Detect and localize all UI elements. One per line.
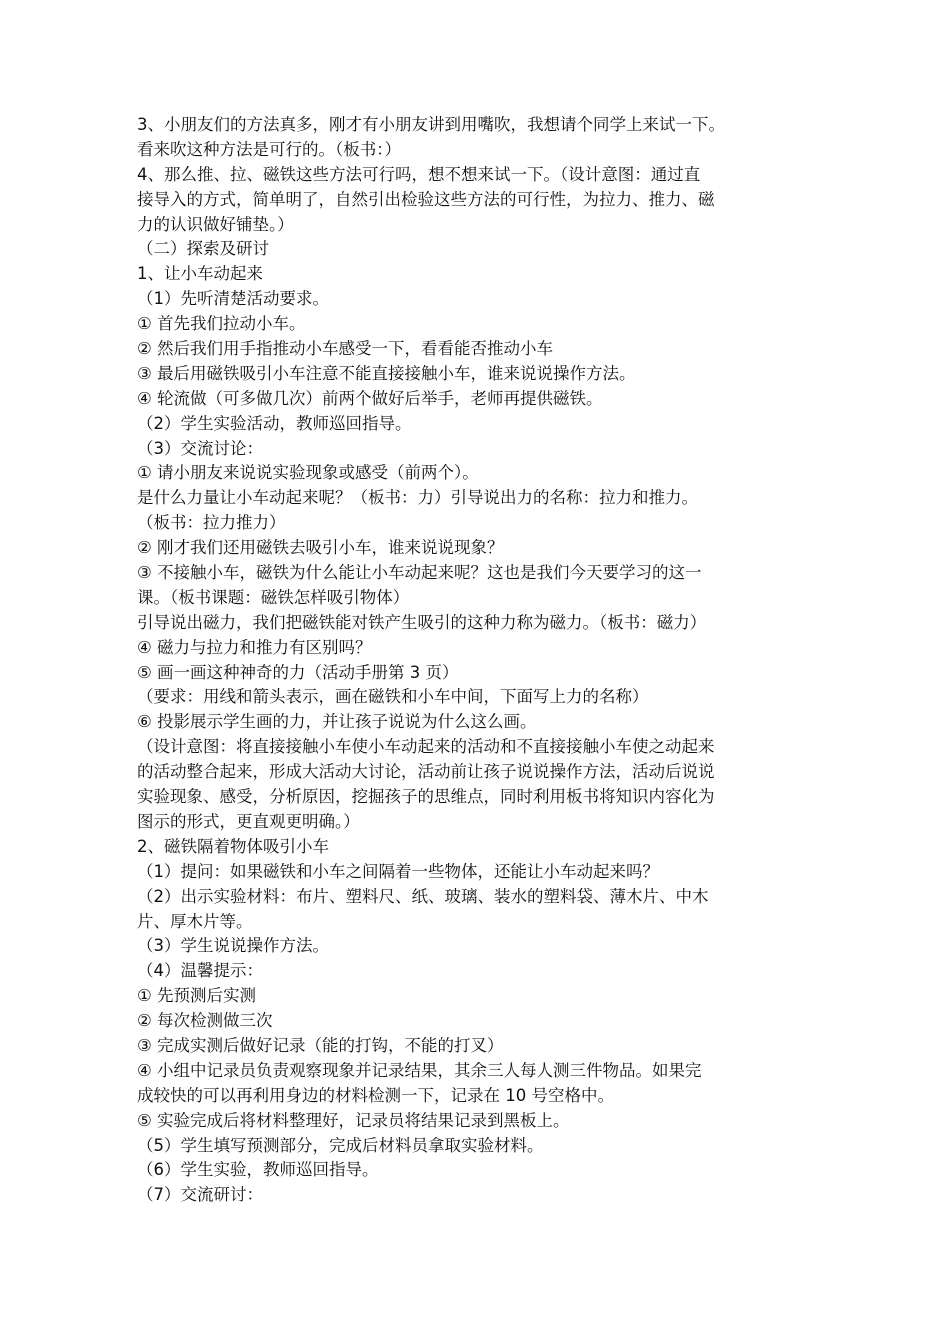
list-item: ⑥ 投影展示学生画的力，并让孩子说说为什么这么画。 xyxy=(137,712,537,732)
list-item: ③ 不接触小车，磁铁为什么能让小车动起来呢？这也是我们今天要学习的这一 xyxy=(137,563,702,583)
list-item: ③ 完成实测后做好记录（能的打钩，不能的打叉） xyxy=(137,1035,504,1055)
text-line: （设计意图：将直接接触小车使小车动起来的活动和不直接接触小车使之动起来 xyxy=(137,737,715,757)
text-line: （2）学生实验活动，教师巡回指导。 xyxy=(137,413,412,433)
text-line: 接导入的方式，简单明了，自然引出检验这些方法的可行性，为拉力、推力、磁 xyxy=(137,189,715,209)
list-item: ② 每次检测做三次 xyxy=(137,1011,273,1031)
list-item: ① 先预测后实测 xyxy=(137,986,257,1006)
text-line: （4）温馨提示： xyxy=(137,961,263,981)
list-item: ④ 轮流做（可多做几次）前两个做好后举手，老师再提供磁铁。 xyxy=(137,388,603,408)
text-line: 力的认识做好铺垫。） xyxy=(137,214,294,234)
text-line: （要求：用线和箭头表示，画在磁铁和小车中间，下面写上力的名称） xyxy=(137,687,649,707)
section-heading: （二）探索及研讨 xyxy=(137,239,269,259)
list-item: ④ 小组中记录员负责观察现象并记录结果，其余三人每人测三件物品。如果完 xyxy=(137,1060,702,1080)
text-line: （6）学生实验，教师巡回指导。 xyxy=(137,1160,379,1180)
list-item: ② 然后我们用手指推动小车感受一下，看看能否推动小车 xyxy=(137,339,554,359)
list-item: ① 请小朋友来说说实验现象或感受（前两个）。 xyxy=(137,463,479,483)
text-line: （板书：拉力推力） xyxy=(137,513,286,533)
list-item: ⑤ 画一画这种神奇的力（活动手册第 3 页） xyxy=(137,662,459,682)
list-item: ⑤ 实验完成后将材料整理好，记录员将结果记录到黑板上。 xyxy=(137,1110,570,1130)
text-line: （3）交流讨论： xyxy=(137,438,263,458)
text-line: 实验现象、感受，分析原因，挖掘孩子的思维点，同时利用板书将知识内容化为 xyxy=(137,787,715,807)
text-line: （7）交流研讨： xyxy=(137,1185,263,1205)
text-line: （1）提问：如果磁铁和小车之间隔着一些物体，还能让小车动起来吗？ xyxy=(137,861,659,881)
text-line: （2）出示实验材料：布片、塑料尺、纸、玻璃、装水的塑料袋、薄木片、中木 xyxy=(137,886,709,906)
text-line: 3、小朋友们的方法真多，刚才有小朋友讲到用嘴吹，我想请个同学上来试一下。 xyxy=(137,115,725,134)
text-line: 的活动整合起来，形成大活动大讨论，活动前让孩子说说操作方法，活动后说说 xyxy=(137,762,715,782)
list-item: ④ 磁力与拉力和推力有区别吗？ xyxy=(137,637,372,657)
text-line: 图示的形式，更直观更明确。） xyxy=(137,811,360,831)
text-line: （3）学生说说操作方法。 xyxy=(137,936,329,956)
text-line: 引导说出磁力，我们把磁铁能对铁产生吸引的这种力称为磁力。（板书：磁力） xyxy=(137,612,707,632)
text-line: 课。（板书课题：磁铁怎样吸引物体） xyxy=(137,587,410,607)
text-line: （1）先听清楚活动要求。 xyxy=(137,289,329,309)
text-line: 片、厚木片等。 xyxy=(137,911,253,931)
document-body xyxy=(137,113,815,1208)
text-line: 成较快的可以再利用身边的材料检测一下，记录在 10 号空格中。 xyxy=(137,1085,614,1105)
subsection-heading: 1、让小车动起来 xyxy=(137,264,263,284)
text-line: 看来吹这种方法是可行的。（板书：） xyxy=(137,139,401,159)
text-line: （5）学生填写预测部分，完成后材料员拿取实验材料。 xyxy=(137,1135,544,1155)
list-item: ② 刚才我们还用磁铁去吸引小车，谁来说说现象？ xyxy=(137,538,504,558)
subsection-heading: 2、磁铁隔着物体吸引小车 xyxy=(137,836,329,856)
text-line: 是什么力量让小车动起来呢？（板书：力）引导说出力的名称：拉力和推力。 xyxy=(137,488,698,508)
text-line: 4、那么推、拉、磁铁这些方法可行吗，想不想来试一下。（设计意图：通过直 xyxy=(137,164,701,184)
list-item: ① 首先我们拉动小车。 xyxy=(137,314,306,334)
list-item: ③ 最后用磁铁吸引小车注意不能直接接触小车，谁来说说操作方法。 xyxy=(137,363,636,383)
